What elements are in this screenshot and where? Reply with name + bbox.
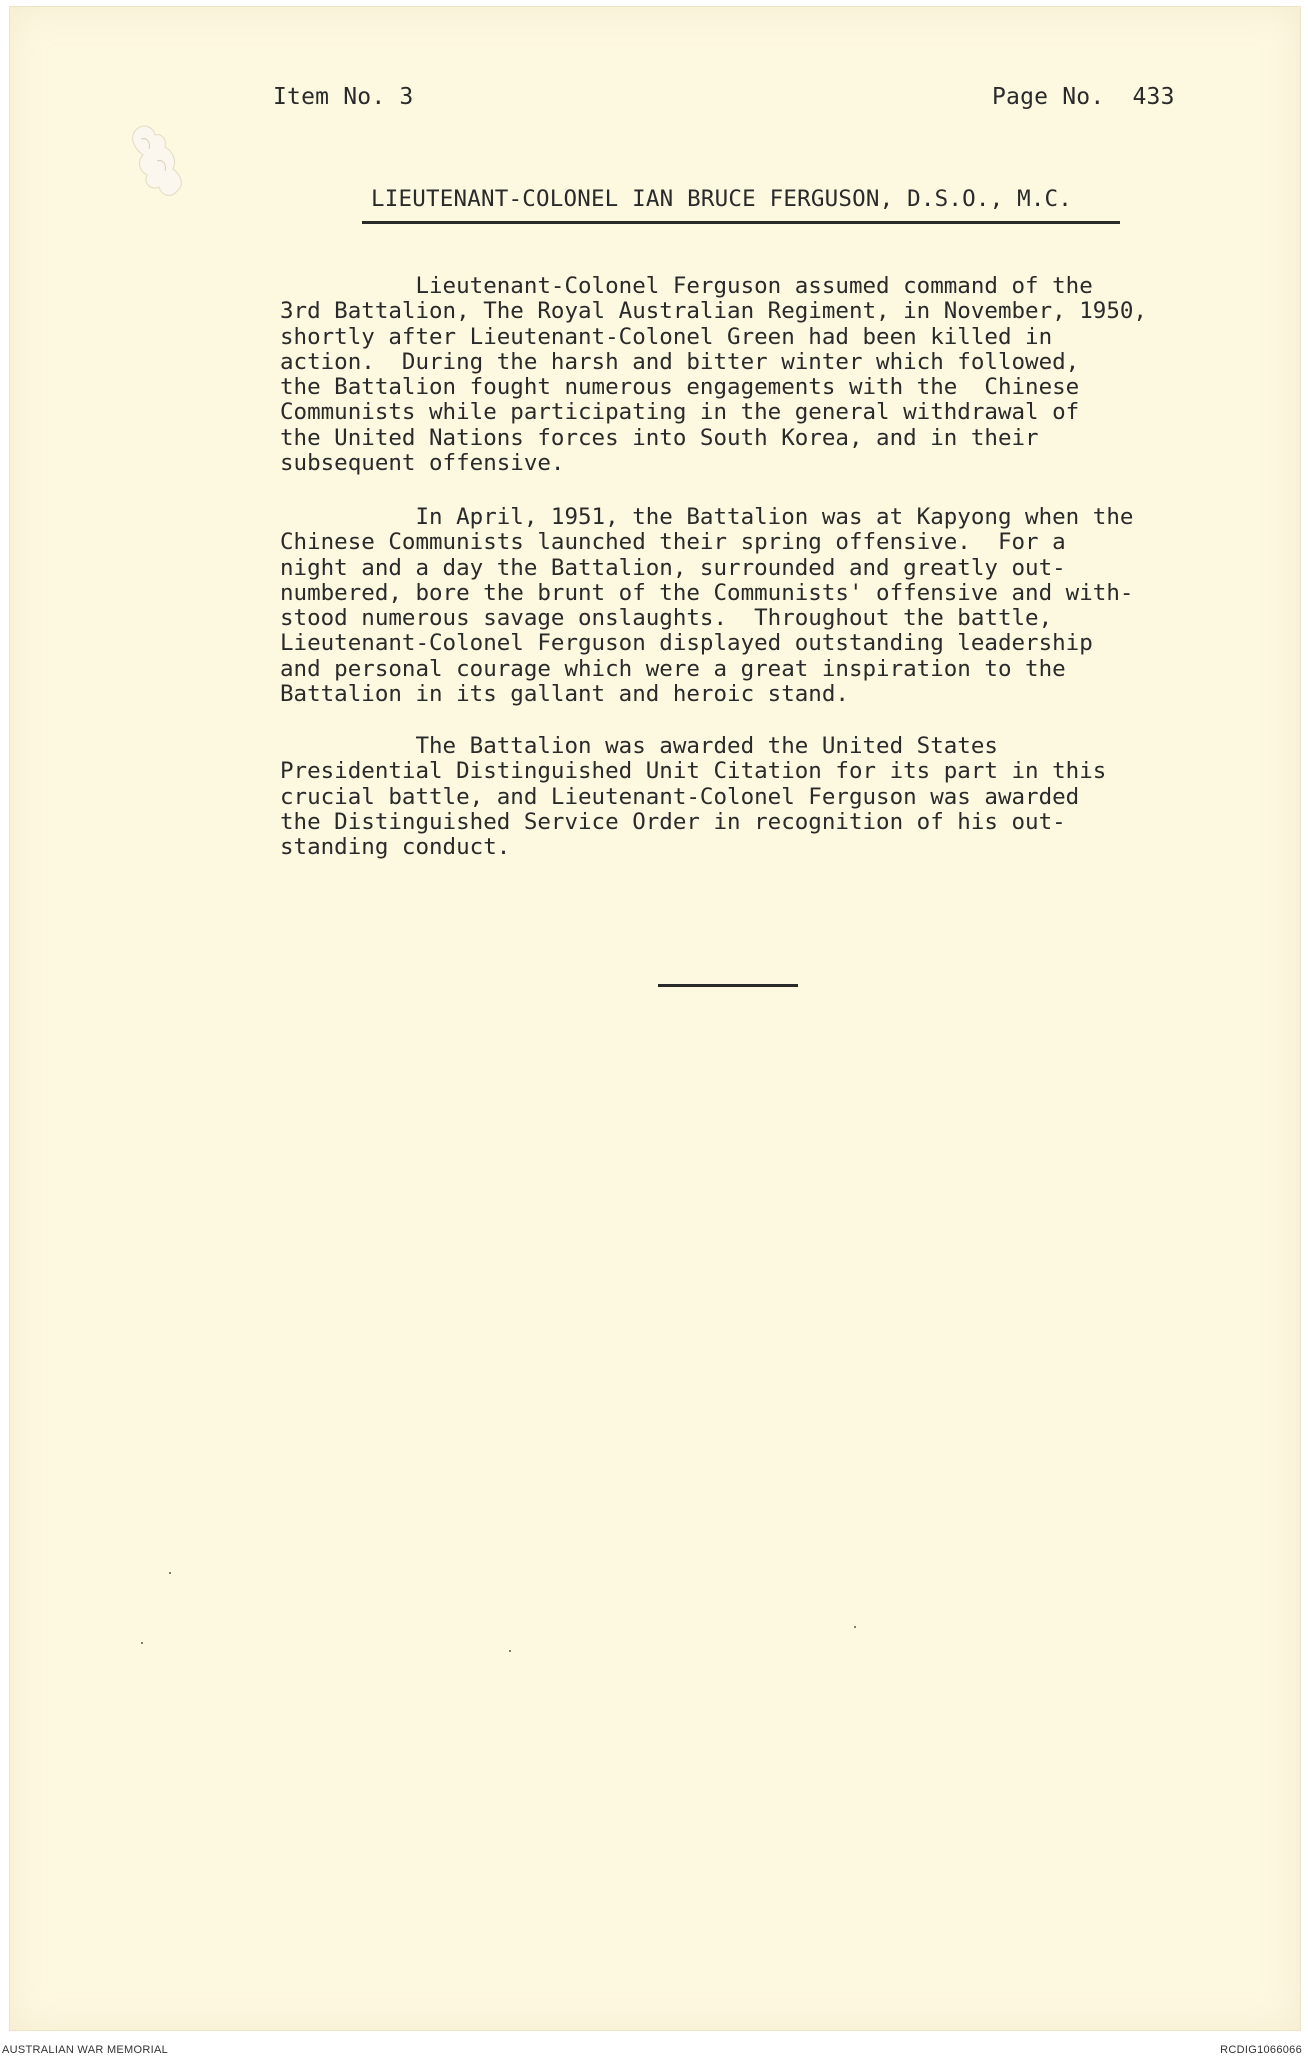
end-rule bbox=[658, 984, 798, 987]
paper-speck bbox=[169, 1572, 171, 1574]
paper-speck bbox=[509, 1650, 511, 1652]
paper-speck bbox=[854, 1626, 856, 1628]
document-page bbox=[9, 6, 1301, 2031]
paragraph-3: The Battalion was awarded the United States Presidential Distinguished Unit Citation for its part in this crucial battle, and Lieutenant-Colonel Ferguson was awarded the Distinguished Service Order in recognition of his out- standing conduct. bbox=[280, 733, 1107, 861]
footer-institution: AUSTRALIAN WAR MEMORIAL bbox=[2, 2044, 169, 2056]
paper-blemish-mark bbox=[127, 121, 199, 203]
footer-record-id: RCDIG1066066 bbox=[1220, 2044, 1302, 2056]
item-number: Item No. 3 bbox=[273, 84, 414, 110]
title-underline bbox=[362, 221, 1120, 224]
paper-speck bbox=[141, 1642, 143, 1644]
page-number: Page No. 433 bbox=[992, 84, 1175, 110]
paragraph-1: Lieutenant-Colonel Ferguson assumed command of the 3rd Battalion, The Royal Australian Regiment, in November, 1950, shortly after Lieutenant-Colonel Green had been killed in action. During the harsh and bitter winter which followed, the Battalion fought numerous engagements with the Chinese Communists while participating in the general withdrawal of the United Nations forces into South Korea, and in their subsequent offensive. bbox=[280, 273, 1147, 477]
document-title: LIEUTENANT-COLONEL IAN BRUCE FERGUSON, D.S.O., M.C. bbox=[371, 186, 1073, 212]
paragraph-2: In April, 1951, the Battalion was at Kapyong when the Chinese Communists launched their spring offensive. For a night and a day the Battalion, surrounded and greatly out- numbered, bore the brunt of the Communists' offensive and with- stood numerous savage onslaughts. Throughout the battle, Lieutenant-Colonel Ferguson displayed outstanding leadership and personal courage which were a great inspiration to the Battalion in its gallant and heroic stand. bbox=[280, 504, 1134, 708]
